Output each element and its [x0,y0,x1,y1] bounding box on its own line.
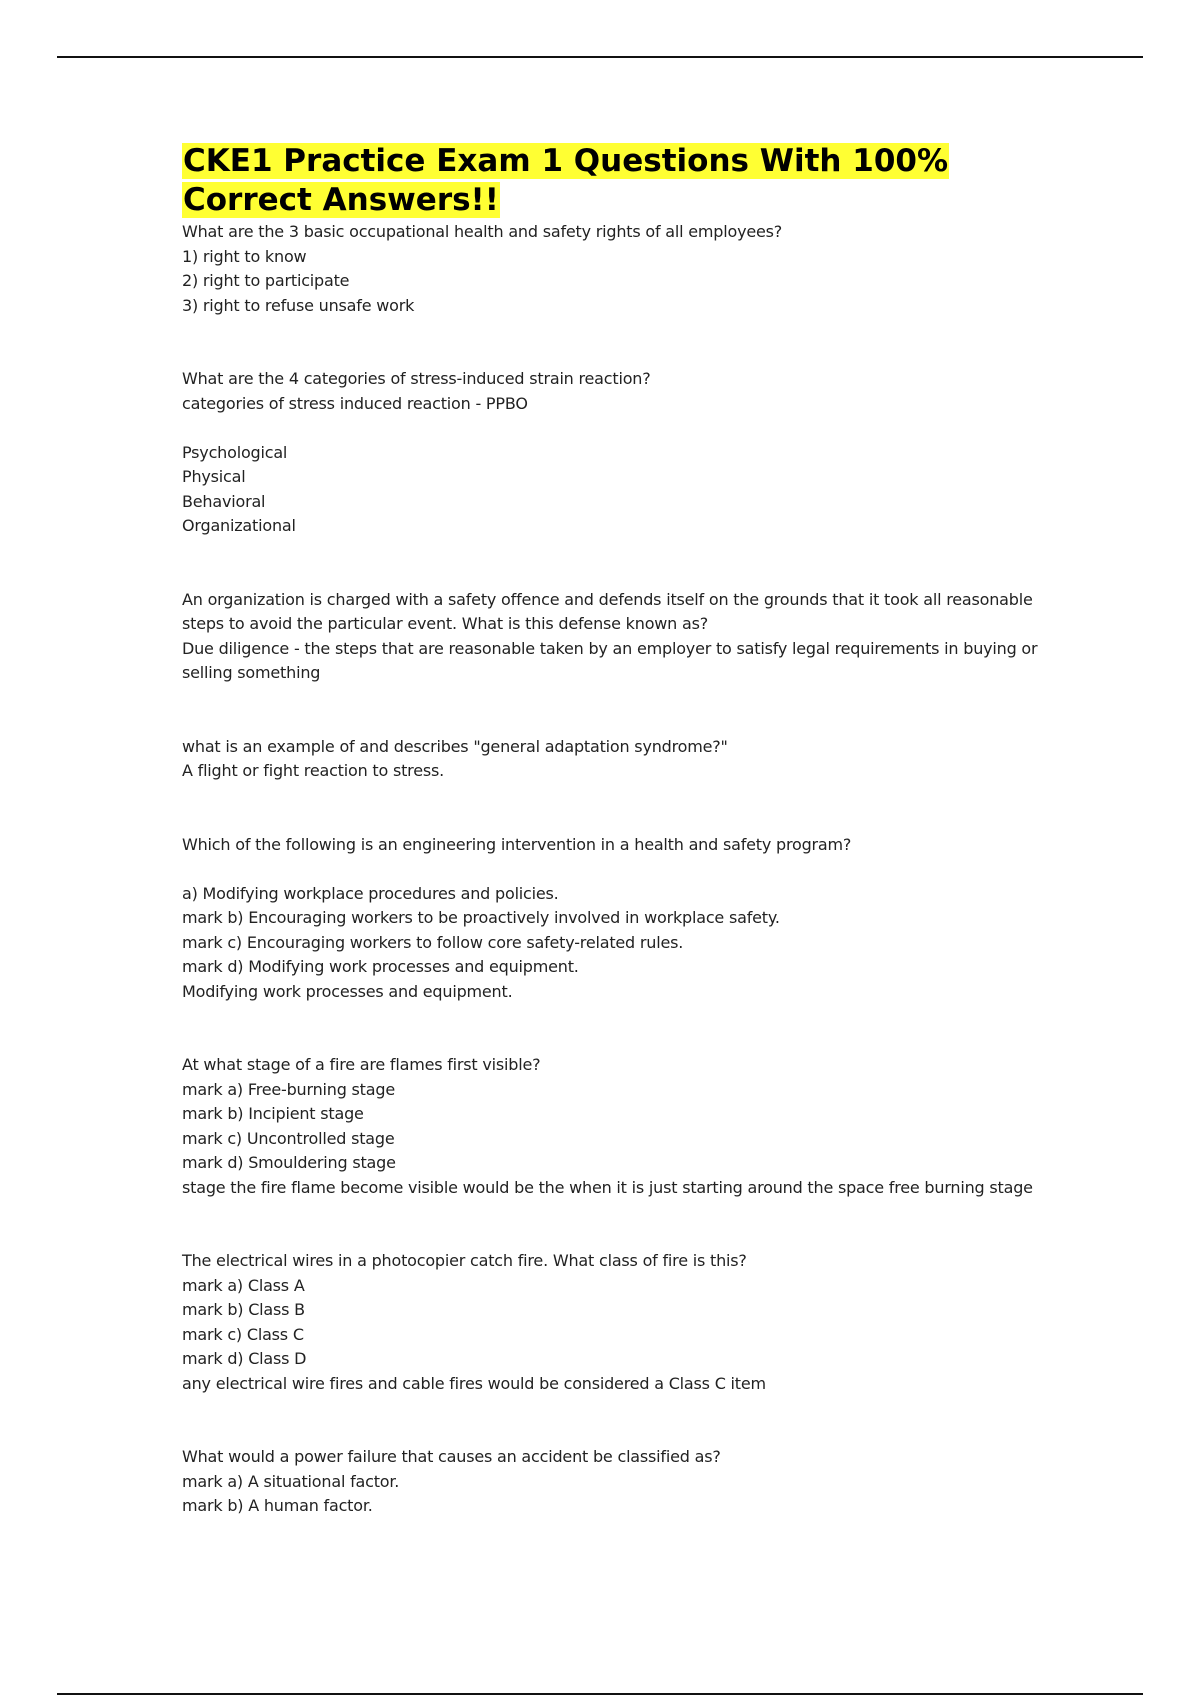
blank-line [182,1200,1062,1225]
blank-line [182,710,1062,735]
text-line: mark b) A human factor. [182,1496,373,1515]
text-line: what is an example of and describes "general adaptation syndrome?" [182,736,728,756]
title-highlight: CKE1 Practice Exam 1 Questions With 100% Correct Answers!! [183,143,949,218]
blank-line [182,343,1062,368]
header-rule [57,56,1143,58]
text-line: mark d) Modifying work processes and equipment. [182,957,579,976]
document-body [182,220,1062,1519]
footer-rule [57,1693,1143,1695]
blank-line [182,416,1062,441]
text-line: What are the 4 categories of stress-induced strain reaction? [182,369,651,388]
text-line: Modifying work processes and equipment. [182,981,513,1001]
text-line: mark b) Class B [182,1300,305,1319]
blank-line [182,539,1062,564]
text-line: Psychological [182,442,288,462]
text-line: Behavioral [182,491,266,511]
text-line: A flight or fight reaction to stress. [182,761,444,780]
text-line: mark c) Class C [182,1324,304,1344]
text-line: mark b) Encouraging workers to be proactively involved in workplace safety. [182,908,780,927]
blank-line [182,563,1062,588]
text-line: mark d) Class D [182,1349,307,1368]
text-line: Organizational [182,516,296,535]
text-line: 1) right to know [182,246,307,266]
text-line: mark c) Uncontrolled stage [182,1128,395,1148]
text-paragraph: An organization is charged with a safety offence and defends itself on the grounds that it took all reasonable steps to avoid the particular event. What is this defense known as? [182,589,1033,633]
text-line: mark c) Encouraging workers to follow core safety-related rules. [182,932,684,952]
text-line: mark d) Smouldering stage [182,1153,396,1172]
blank-line [182,1396,1062,1421]
text-line: any electrical wire fires and cable fires would be considered a Class C item [182,1373,766,1393]
text-line: mark a) A situational factor. [182,1471,400,1491]
document-page [182,142,1062,1519]
blank-line [182,1029,1062,1054]
text-paragraph: stage the fire flame become visible would be the when it is just starting around the space free burning stage [182,1177,1033,1197]
blank-line [182,686,1062,711]
text-line: categories of stress induced reaction - PPBO [182,393,528,413]
blank-line [182,808,1062,833]
text-paragraph: Due diligence - the steps that are reasonable taken by an employer to satisfy legal requirements in buying or selling something [182,638,1038,682]
text-line: mark b) Incipient stage [182,1104,364,1123]
text-line: 2) right to participate [182,271,350,290]
text-line: a) Modifying workplace procedures and policies. [182,883,559,903]
blank-line [182,1225,1062,1250]
blank-line [182,318,1062,343]
text-line: Physical [182,467,246,486]
text-line: At what stage of a fire are flames first visible? [182,1055,541,1074]
text-line: The electrical wires in a photocopier catch fire. What class of fire is this? [182,1251,747,1270]
blank-line [182,1004,1062,1029]
text-line: What would a power failure that causes an accident be classified as? [182,1447,721,1466]
blank-line [182,784,1062,809]
text-line: 3) right to refuse unsafe work [182,295,415,315]
blank-line [182,857,1062,882]
blank-line [182,1421,1062,1446]
text-line: mark a) Class A [182,1275,305,1295]
text-line: What are the 3 basic occupational health and safety rights of all employees? [182,222,783,241]
document-title [182,142,1062,220]
text-line: Which of the following is an engineering intervention in a health and safety program? [182,834,852,854]
text-line: mark a) Free-burning stage [182,1079,395,1099]
